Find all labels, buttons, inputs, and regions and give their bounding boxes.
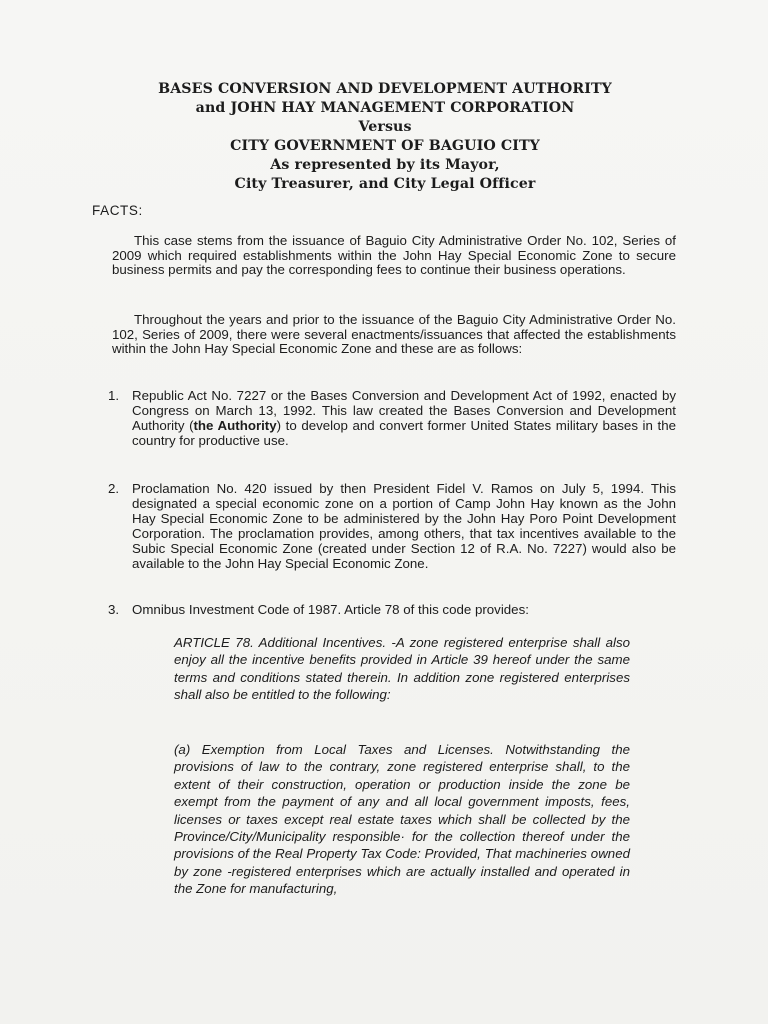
list-item-1-text-bold: the Authority: [193, 417, 277, 433]
case-title-versus: Versus: [358, 119, 412, 135]
list-item-2: [108, 482, 676, 571]
list-item-1-number: 1.: [108, 388, 120, 403]
paragraph-enactments-text: Throughout the years and prior to the issuance of the Baguio City Administrative Order No. 102, Series of 2009, there were several enactments/issuances that affected the establishments within the John Hay Special Economic Zone and these are as follows:: [112, 312, 676, 357]
facts-heading: FACTS:: [92, 203, 143, 218]
case-title-line-2: and JOHN HAY MANAGEMENT CORPORATION: [195, 100, 575, 116]
list-item-1-text-before: Republic Act No. 7227 or the Bases Conversion and Development Act of 1992, enacted by Congress on March 13, 1992. This law created the Bases Conversion and Development Authority (: [132, 388, 676, 433]
list-item-3: [108, 603, 676, 618]
case-title-block: [90, 80, 680, 194]
list-item-3-number: 3.: [108, 602, 120, 617]
paragraph-enactments: [112, 313, 676, 357]
case-title-line-6: City Treasurer, and City Legal Officer: [234, 176, 536, 192]
quote-article-78: ARTICLE 78. Additional Incentives. -A zone registered enterprise shall also enjoy all the incentive benefits provided in Article 39 hereof under the same terms and conditions stated therein. In addition zone registered enterprises shall also be entitled to the following:: [174, 635, 630, 703]
case-title-line-5: As represented by its Mayor,: [270, 157, 500, 173]
case-title-line-1: BASES CONVERSION AND DEVELOPMENT AUTHORITY: [158, 81, 612, 97]
paragraph-case-origin-text: This case stems from the issuance of Baguio City Administrative Order No. 102, Series of 2009 which required establishments within the John Hay Special Economic Zone to secure business permits and pay the corresponding fees to continue their business operations.: [112, 233, 676, 278]
list-item-1-text-after: ) to develop and convert former United States military bases in the country for productive use.: [132, 417, 676, 448]
list-item-1: [108, 389, 676, 449]
list-item-1-text: [132, 389, 676, 449]
paragraph-case-origin: [112, 234, 676, 278]
case-title-line-4: CITY GOVERNMENT OF BAGUIO CITY: [230, 138, 540, 154]
quote-article-78-a: (a) Exemption from Local Taxes and Licenses. Notwithstanding the provisions of law to the contrary, zone registered enterprise shall, to the extent of their construction, operation or production inside the zone be exempt from the payment of any and all local government imposts, fees, licenses or taxes except real estate taxes which shall be collected by the Province/City/Municipality responsible· for the collection thereof under the provisions of the Real Property Tax Code: Provided, That machineries owned by zone -registered enterprises which are actually installed and operated in the Zone for manufacturing,: [174, 742, 630, 897]
list-item-3-text: Omnibus Investment Code of 1987. Article 78 of this code provides:: [132, 602, 529, 617]
list-item-2-number: 2.: [108, 481, 120, 496]
list-item-2-text: Proclamation No. 420 issued by then President Fidel V. Ramos on July 5, 1994. This designated a special economic zone on a portion of Camp John Hay known as the John Hay Special Economic Zone to be administered by the John Hay Poro Point Development Corporation. The proclamation provides, among others, that tax incentives available to the Subic Special Economic Zone (created under Section 12 of R.A. No. 7227) would also be available to the John Hay Special Economic Zone.: [132, 481, 676, 571]
